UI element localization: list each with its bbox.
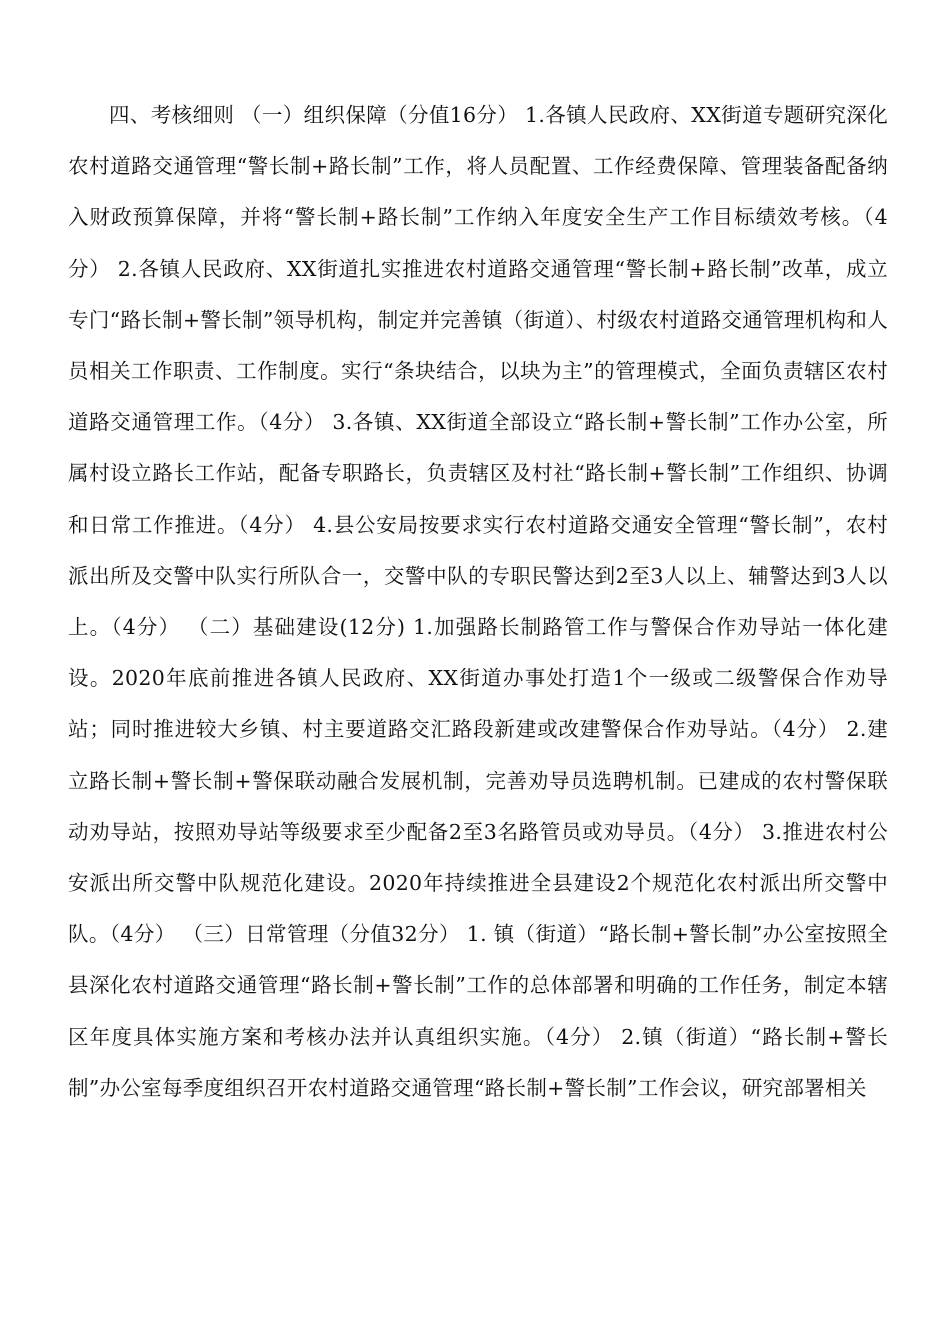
body-paragraph: 四、考核细则 （一）组织保障（分值16分） 1.各镇人民政府、XX街道专题研究深化农村道路交通管理“警长制+路长制”工作，将人员配置、工作经费保障、管理装备配备纳入财政预算保障，并将“警长制+路长制”工作纳入年度安全生产工作目标绩效考核。（4分） 2.各镇人民政府、XX街道扎实推进农村道路交通管理“警长制+路长制”改革，成立专门“路长制+警长制”领导机构，制定并完善镇（街道）、村级农村道路交通管理机构和人员相关工作职责、工作制度。实行“条块结合，以块为主”的管理模式，全面负责辖区农村道路交通管理工作。（4分） 3.各镇、XX街道全部设立“路长制+警长制”工作办公室，所属村设立路长工作站，配备专职路长，负责辖区及村社“路长制+警长制”工作组织、协调和日常工作推进。（4分） 4.县公安局按要求实行农村道路交通安全管理“警长制”，农村派出所及交警中队实行所队合一，交警中队的专职民警达到2至3人以上、辅警达到3人以上。（4分） （二）基础建设(12分) 1.加强路长制路管工作与警保合作劝导站一体化建设。2020年底前推进各镇人民政府、XX街道办事处打造1个一级或二级警保合作劝导站；同时推进较大乡镇、村主要道路交汇路段新建或改建警保合作劝导站。（4分） 2.建立路长制+警长制+警保联动融合发展机制，完善劝导员选聘机制。已建成的农村警保联动劝导站，按照劝导站等级要求至少配备2至3名路管员或劝导员。（4分） 3.推进农村公安派出所交警中队规范化建设。2020年持续推进全县建设2个规范化农村派出所交警中队。（4分） （三）日常管理（分值32分） 1. 镇（街道）“路长制+警长制”办公室按照全县深化农村道路交通管理“路长制+警长制”工作的总体部署和明确的工作任务，制定本辖区年度具体实施方案和考核办法并认真组织实施。（4分） 2.镇（街道）“路长制+警长制”办公室每季度组织召开农村道路交通管理“路长制+警长制”工作会议，研究部署相关: [68, 103, 888, 1100]
